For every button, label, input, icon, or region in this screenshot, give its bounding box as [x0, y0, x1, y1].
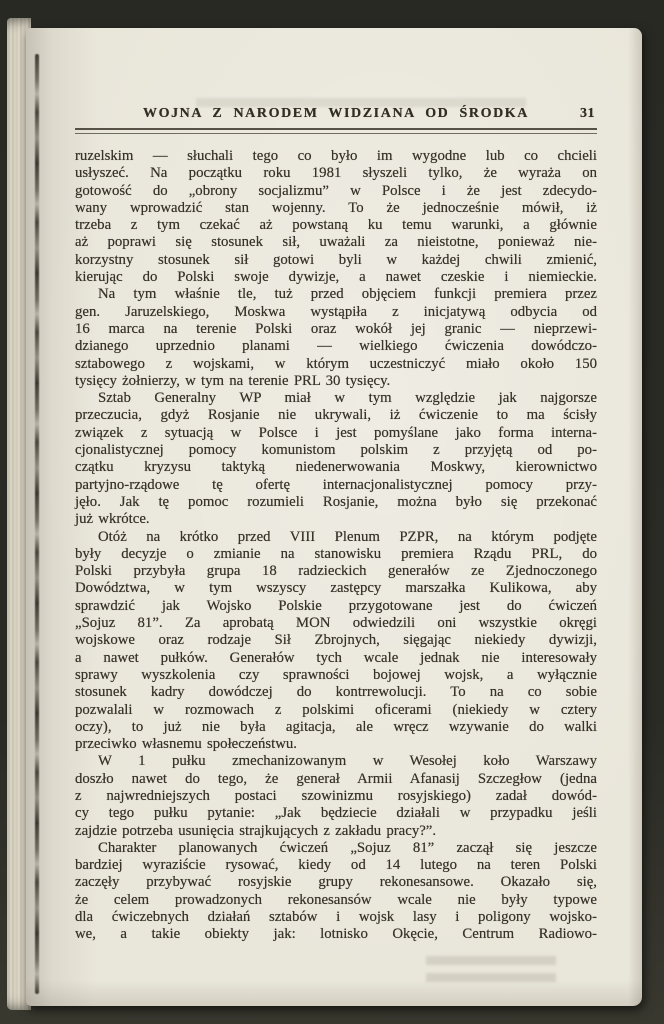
text-line: wany wprowadzić stan wojenny. To że jednocześnie mówił, iż	[75, 199, 597, 216]
showthrough-ghost	[426, 956, 556, 982]
text-line: były decyzje o zmianie na stanowisku premiera Rządu PRL, do	[75, 545, 597, 562]
text-line: kierując do Polski swoje dywizje, a nawet czeskie i niemieckie.	[75, 269, 597, 286]
chapter-title: WOJNA Z NARODEM WIDZIANA OD ŚRODKA	[142, 106, 529, 121]
text-line: oczy), to już nie była agitacja, ale wręcz wzywanie do walki	[75, 718, 597, 735]
text-line: z najwredniejszych postaci szowinizmu rosyjskiego) zadał dowód-	[75, 787, 597, 804]
body-text	[75, 148, 597, 944]
text-line: sprawdzić jak Wojsko Polskie przygotowane jest do ćwiczeń	[75, 597, 597, 614]
text-line: ruzelskim — słuchali tego co było im wygodne lub co chcieli	[75, 148, 597, 164]
header-double-rule	[75, 128, 597, 134]
book-page	[26, 28, 642, 1006]
text-line: „Sojuz 81”. Za aprobatą MON odwiedzili oni wszystkie okręgi	[75, 615, 597, 632]
text-line: jęło. Jak tę pomoc rozumieli Rosjanie, można było się przekonać	[75, 493, 597, 510]
text-line: zajdzie potrzeba usunięcia strajkujących z zakładu pracy?”.	[75, 822, 437, 839]
text-line: korzystny stosunek sił gotowi byli w każdej chwili zmienić,	[75, 251, 597, 268]
text-line: gen. Jaruzelskiego, Moskwa wystąpiła z inicjatywą odbycia od	[75, 303, 597, 320]
text-line: 16 marca na terenie Polski oraz wokół jej granic — nieprzewi-	[75, 320, 597, 337]
text-line: przeczucia, gdyż Rosjanie nie ukrywali, iż ćwiczenie to ma ścisły	[75, 407, 597, 424]
text-line: już wkrótce.	[75, 511, 150, 528]
text-line: a nawet pułków. Generałów tych wcale jednak nie interesowały	[75, 649, 597, 666]
text-line: sprawy wyszkolenia czy sprawności bojowej wojsk, a wyłącznie	[75, 666, 597, 683]
text-line: związek z sytuacją w Polsce i jest pomyślane jako forma interna-	[75, 424, 597, 441]
text-line: Na tym właśnie tle, tuż przed objęciem funkcji premiera przez	[98, 286, 597, 303]
text-line: usłyszeć. Na początku roku 1981 słyszeli tylko, że wyraża on	[75, 165, 597, 182]
text-line: partyjno-rządowe tę ofertę internacjonalistycznej pomocy przy-	[75, 476, 597, 493]
text-line: że celem prowadzonych rekonesansów wcale nie były typowe	[75, 891, 597, 908]
text-line: pozwalali w rozmowach z polskimi oficerami (niekiedy w cztery	[75, 701, 597, 718]
text-line: wojskowe oraz rodzaje Sił Zbrojnych, sięgając niekiedy dywizji,	[75, 632, 597, 649]
text-line: gotowość do „obrony socjalizmu” w Polsce i że jest zdecydo-	[75, 182, 597, 199]
page-number: 31	[580, 106, 595, 121]
running-head	[75, 106, 597, 126]
text-line: trzeba z tym czekać aż powstaną ku temu warunki, a głównie	[75, 217, 597, 234]
text-line: doszło nawet do tego, że generał Armii Afanasij Szczegłow (jedna	[75, 770, 597, 787]
text-line: Sztab Generalny WP miał w tym względzie jak najgorsze	[98, 390, 597, 407]
text-line: Otóż na krótko przed VIII Plenum PZPR, na którym podjęte	[98, 528, 597, 545]
text-line: sztabowego z wojskami, w którym uczestniczyć miało około 150	[75, 355, 597, 372]
text-line: przeciwko własnemu społeczeństwu.	[75, 736, 298, 753]
text-line: czątku kryzysu taktyką niedenerwowania Moskwy, kierownictwo	[75, 459, 597, 476]
text-line: W 1 pułku zmechanizowanym w Wesołej koło Warszawy	[98, 753, 597, 770]
text-line: Dowództwa, w tym wszyscy zastępcy marszałka Kulikowa, aby	[75, 580, 597, 597]
text-line: bardziej wyraziście rysować, kiedy od 14 lutego na teren Polski	[75, 857, 597, 874]
text-line: zaczęły przybywać rosyjskie grupy rekonesansowe. Okazało się,	[75, 874, 597, 891]
text-line: we, a takie obiekty jak: lotnisko Okęcie, Centrum Radiowo-	[75, 926, 597, 943]
text-line: Polski przybyła grupa 18 radzieckich generałów ze Zjednoczonego	[75, 563, 597, 580]
page-content	[75, 106, 597, 944]
binding-gutter-shadow	[35, 54, 39, 994]
text-line: cy tego pułku pytanie: „Jak będziecie działali w przypadku jeśli	[75, 805, 597, 822]
text-line: tysięcy żołnierzy, w tym na terenie PRL 30 tysięcy.	[75, 372, 391, 389]
text-line: dzianego uprzednio planami — wielkiego ćwiczenia dowódczo-	[75, 338, 597, 355]
text-line: Charakter planowanych ćwiczeń „Sojuz 81” zaczął się jeszcze	[98, 839, 597, 856]
text-line: cjonalistycznej pomocy komunistom polskim z przyjętą od po-	[75, 442, 597, 459]
text-line: dla ćwiczebnych działań sztabów i wojsk lasy i poligony wojsko-	[75, 909, 597, 926]
text-line: aż poprawi się stosunek sił, uważali za nieistotne, ponieważ nie-	[75, 234, 597, 251]
text-line: stosunek kadry dowódczej do kontrrewolucji. To na co sobie	[75, 684, 597, 701]
